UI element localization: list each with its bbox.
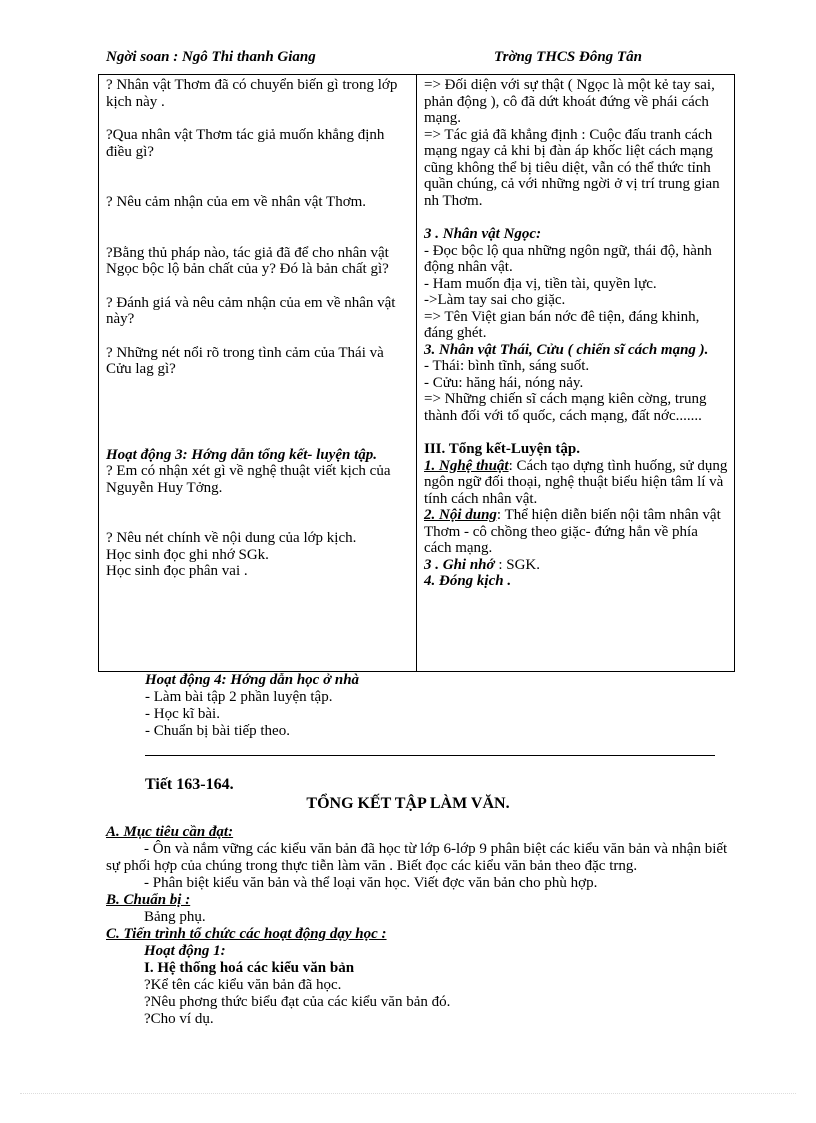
cuu-point: - Cửu: hăng hái, nóng nảy.	[423, 374, 584, 391]
section-thai-cuu-heading: 3. Nhân vật Thái, Cửu ( chiến sĩ cách mạng ).	[423, 341, 709, 358]
ngoc-point-1: - Đọc bộc lộ qua những ngôn ngữ, thái độ, hành động nhân vật.	[423, 242, 712, 275]
school-header: Trờng THCS Đông Tân	[494, 49, 642, 65]
homework-item: - Chuẩn bị bài tiếp theo.	[145, 723, 290, 739]
question-thai-cuu: ? Những nét nổi rõ trong tình cảm của Thái và Cửu lag gì?	[106, 344, 384, 377]
activity-3-heading: Hoạt động 3: Hớng dẫn tổng kết- luyện tập.	[106, 446, 377, 463]
page-bottom-rule	[20, 1093, 796, 1094]
homework-item: - Học kĩ bài.	[145, 706, 220, 722]
objective-2: - Phân biệt kiểu văn bản và thể loại văn học. Viết đợc văn bản cho phù hợp.	[144, 875, 598, 891]
lesson-question: ?Nêu phơng thức biểu đạt của các kiểu văn bản đó.	[144, 994, 451, 1010]
section-divider	[145, 755, 715, 756]
art-text: : Cách tạo dựng tình huống, sử dụng ngôn ngữ đối thoại, nghệ thuật biểu hiện tâm lí và tính cách nhân vật.	[423, 457, 728, 507]
question-thom-change: ? Nhân vật Thơm đã có chuyển biến gì trong lớp kịch này .	[106, 77, 398, 110]
author-header: Ngời soan : Ngô Thi thanh Giang	[106, 49, 316, 65]
lesson-table	[98, 74, 735, 672]
preparation-heading: B. Chuẩn bị :	[106, 892, 191, 908]
lesson-question: ?Cho ví dụ.	[144, 1011, 214, 1027]
homework-section	[145, 672, 359, 740]
homework-item: - Làm bài tập 2 phần luyện tập.	[145, 689, 333, 705]
question-content: ? Nêu nét chính về nội dung của lớp kịch.	[106, 530, 357, 546]
objective-1: - Ôn và nắm vững các kiểu văn bản đã học từ lớp 6-lớp 9 phân biệt các kiểu văn bản và nhận biết sự phối hợp của chúng trong thực tiễn làm văn . Biết đọc các kiểu văn bản theo đặc trng.	[106, 841, 728, 874]
preparation-item: Bảng phụ.	[144, 909, 206, 925]
ngoc-conclusion: => Tên Việt gian bán nớc đê tiện, đáng khinh, đáng ghét.	[423, 308, 700, 341]
art-label: 1. Nghệ thuật	[423, 457, 509, 474]
summary-memo	[424, 557, 728, 574]
thai-cuu-conclusion: => Những chiến sĩ cách mạng kiên cờng, trung thành đối với tổ quốc, cách mạng, đất nớc.......	[423, 391, 707, 424]
summary-art	[424, 458, 728, 508]
question-author-intent: ?Qua nhân vật Thơm tác giả muốn khẳng định điều gì?	[106, 127, 385, 160]
answer-thom-change: => Đối diện với sự thật ( Ngọc là một kẻ tay sai, phản động ), cô đã dứt khoát đứng về phái cách mạng.	[423, 77, 715, 126]
student-read-memo: Học sinh đọc ghi nhớ SGk.	[106, 546, 269, 563]
objectives-section	[106, 824, 730, 1028]
lesson-number: Tiết 163-164.	[145, 776, 234, 793]
lesson-question: ?Kể tên các kiểu văn bản đã học.	[144, 977, 342, 993]
teacher-questions-column	[99, 75, 417, 672]
ngoc-point-3: ->Làm tay sai cho giặc.	[423, 292, 566, 308]
section-ngoc-heading: 3 . Nhân vật Ngọc:	[423, 226, 542, 242]
procedure-heading: C. Tiến trình tổ chức các hoạt động dạy học :	[106, 926, 387, 942]
answers-column	[416, 75, 734, 672]
question-thom-feeling: ? Nêu cảm nhận của em về nhân vật Thơm.	[106, 194, 367, 210]
activity-4-heading: Hoạt động 4: Hớng dẫn học ở nhà	[145, 672, 360, 688]
student-read-roles: Học sinh đọc phân vai .	[106, 563, 248, 579]
summary-content	[424, 507, 728, 557]
question-art: ? Em có nhận xét gì về nghệ thuật viết kịch của Nguyễn Huy Tởng.	[106, 463, 391, 496]
question-ngoc-evaluation: ? Đánh giá và nêu cảm nhận của em về nhân vật này?	[106, 294, 396, 327]
lesson-title: TỔNG KẾT TẬP LÀM VĂN.	[306, 795, 510, 812]
content-text: : Thể hiện diễn biến nội tâm nhân vật Thơm - cô chồng theo giặc- đứng hẳn về phía cách mạng.	[423, 507, 721, 556]
activity-1-heading: Hoạt động 1:	[144, 943, 226, 959]
section-i-heading: I. Hệ thống hoá các kiểu văn bản	[144, 960, 355, 976]
summary-heading: III. Tổng kết-Luyện tập.	[423, 441, 580, 457]
thai-point: - Thái: bình tĩnh, sáng suốt.	[423, 358, 590, 374]
memo-label: 3 . Ghi nhớ	[423, 556, 495, 573]
objectives-heading: A. Mục tiêu cần đạt:	[106, 824, 234, 840]
content-label: 2. Nội dung	[423, 507, 497, 523]
summary-acting: 4. Đóng kịch .	[423, 573, 512, 589]
answer-author-intent: => Tác giả đã khẳng định : Cuộc đấu tranh cách mạng ngay cả khi bị đàn áp khốc liệt cách mạng cũng không thể bị tiêu diệt, vẫn có thể thức tỉnh quần chúng, cả với những ngời ở vị trí trung gian nh Thơm.	[423, 126, 720, 209]
question-ngoc-technique: ?Bằng thủ pháp nào, tác giả đã để cho nhân vật Ngọc bộc lộ bản chất của y? Đó là bản chất gì?	[106, 244, 389, 277]
ngoc-point-2: - Ham muốn địa vị, tiền tài, quyền lực.	[423, 275, 657, 292]
memo-text: : SGK.	[494, 556, 540, 573]
